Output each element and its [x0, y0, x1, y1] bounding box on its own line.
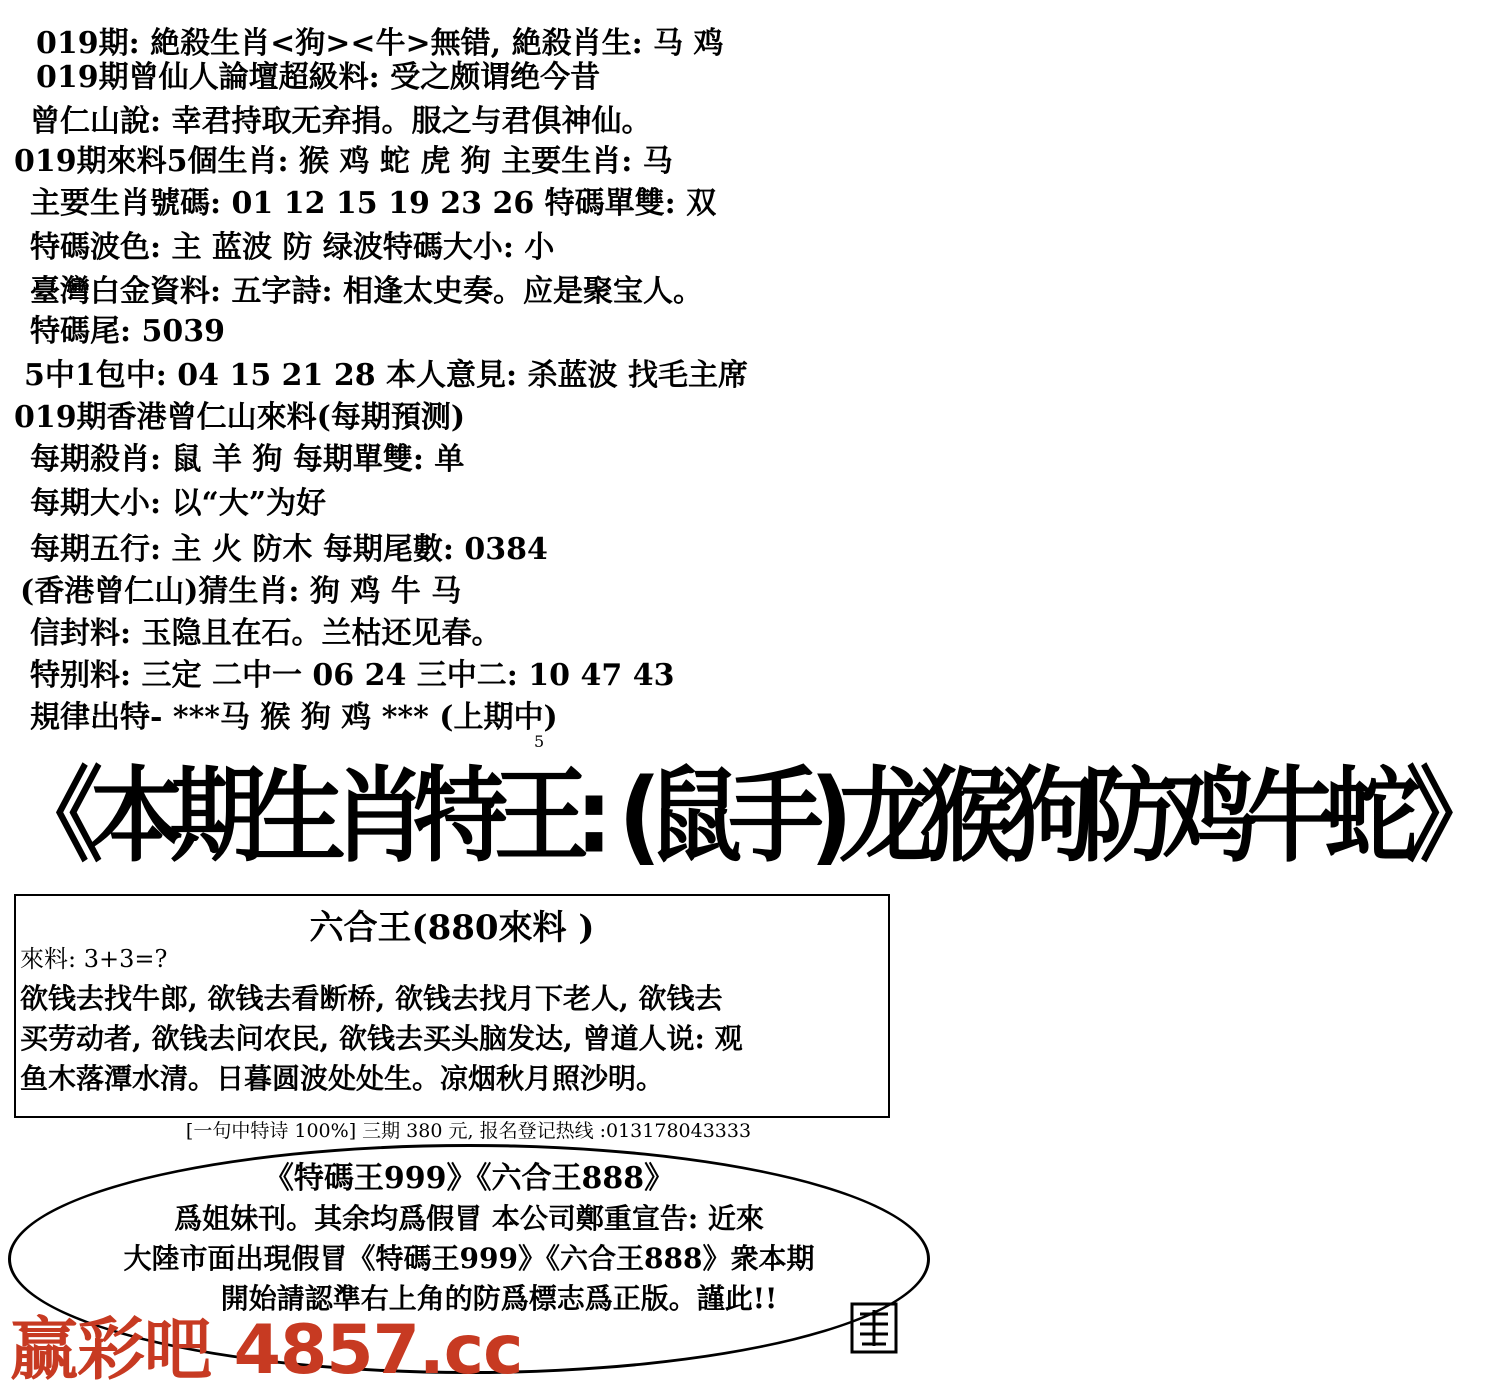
box-line-2: 欲钱去找牛郎, 欲钱去看断桥, 欲钱去找月下老人, 欲钱去 — [20, 982, 723, 1015]
site-watermark: 赢彩吧 4857.cc — [10, 1311, 523, 1390]
text-line-14: (香港曾仁山)猜生肖: 狗 鸡 牛 马 — [20, 574, 462, 609]
box-line-4: 鱼木落潭水清。日暮圆波处处生。凉烟秋月照沙明。 — [20, 1062, 665, 1095]
box-line-1: 來料: 3+3=? — [20, 945, 168, 973]
text-line-5: 主要生肖號碼: 01 12 15 19 23 26 特碼單雙: 双 — [30, 186, 717, 221]
text-line-12: 每期大小: 以“大”为好 — [30, 486, 327, 521]
text-line-4: 019期來料5個生肖: 猴 鸡 蛇 虎 狗 主要生肖: 马 — [14, 144, 673, 179]
text-line-16: 特别料: 三定 二中一 06 24 三中二: 10 47 43 — [30, 658, 675, 693]
box-line-3: 买劳动者, 欲钱去问农民, 欲钱去买头脑发达, 曾道人说: 观 — [20, 1022, 743, 1055]
text-line-9: 5中1包中: 04 15 21 28 本人意見: 杀蓝波 找毛主席 — [24, 358, 748, 393]
text-line-7: 臺灣白金資料: 五字詩: 相逢太史奏。应是聚宝人。 — [30, 274, 704, 309]
text-line-2: 019期曾仙人論壇超級料: 受之颇谓绝今昔 — [36, 60, 601, 95]
text-line-10: 019期香港曾仁山來料(每期預测) — [14, 400, 466, 435]
seal-stamp-icon — [848, 1300, 900, 1356]
headline-banner: 《本期生肖特王: (鼠手)龙猴狗防鸡牛蛇》 — [8, 757, 1487, 877]
notice-line: [一句中特诗 100%] 三期 380 元, 报名登记热线 :013178043333 — [185, 1120, 752, 1142]
ellipse-line-3: 大陸市面出現假冒《特碼王999》《六合王888》衆本期 — [123, 1242, 815, 1275]
text-line-15: 信封料: 玉隐且在石。兰枯还见春。 — [30, 616, 502, 651]
text-line-8: 特碼尾: 5039 — [30, 314, 226, 349]
text-line-3: 曾仁山說: 幸君持取无弃捐。服之与君俱神仙。 — [30, 104, 652, 139]
ellipse-line-4: 開始請認準右上角的防爲標志爲正版。謹此!! — [220, 1282, 778, 1315]
text-line-1: 019期: 絶殺生肖<狗><牛>無错, 絶殺肖生: 马 鸡 — [36, 26, 724, 61]
box-title: 六合王(880來料 ) — [309, 908, 595, 948]
text-line-11: 每期殺肖: 鼠 羊 狗 每期單雙: 单 — [30, 442, 465, 477]
stray-mark: 5 — [534, 732, 545, 751]
liuhewang-box — [14, 894, 890, 1118]
text-line-13: 每期五行: 主 火 防木 每期尾數: 0384 — [30, 532, 548, 567]
ellipse-line-2: 爲姐妹刊。其余均爲假冒 本公司鄭重宣告: 近來 — [174, 1202, 764, 1235]
ellipse-line-1: 《特碼王999》《六合王888》 — [263, 1161, 675, 1196]
text-line-6: 特碼波色: 主 蓝波 防 绿波特碼大小: 小 — [30, 230, 555, 265]
text-line-17: 規律出特- ***马 猴 狗 鸡 *** (上期中) — [30, 700, 558, 735]
